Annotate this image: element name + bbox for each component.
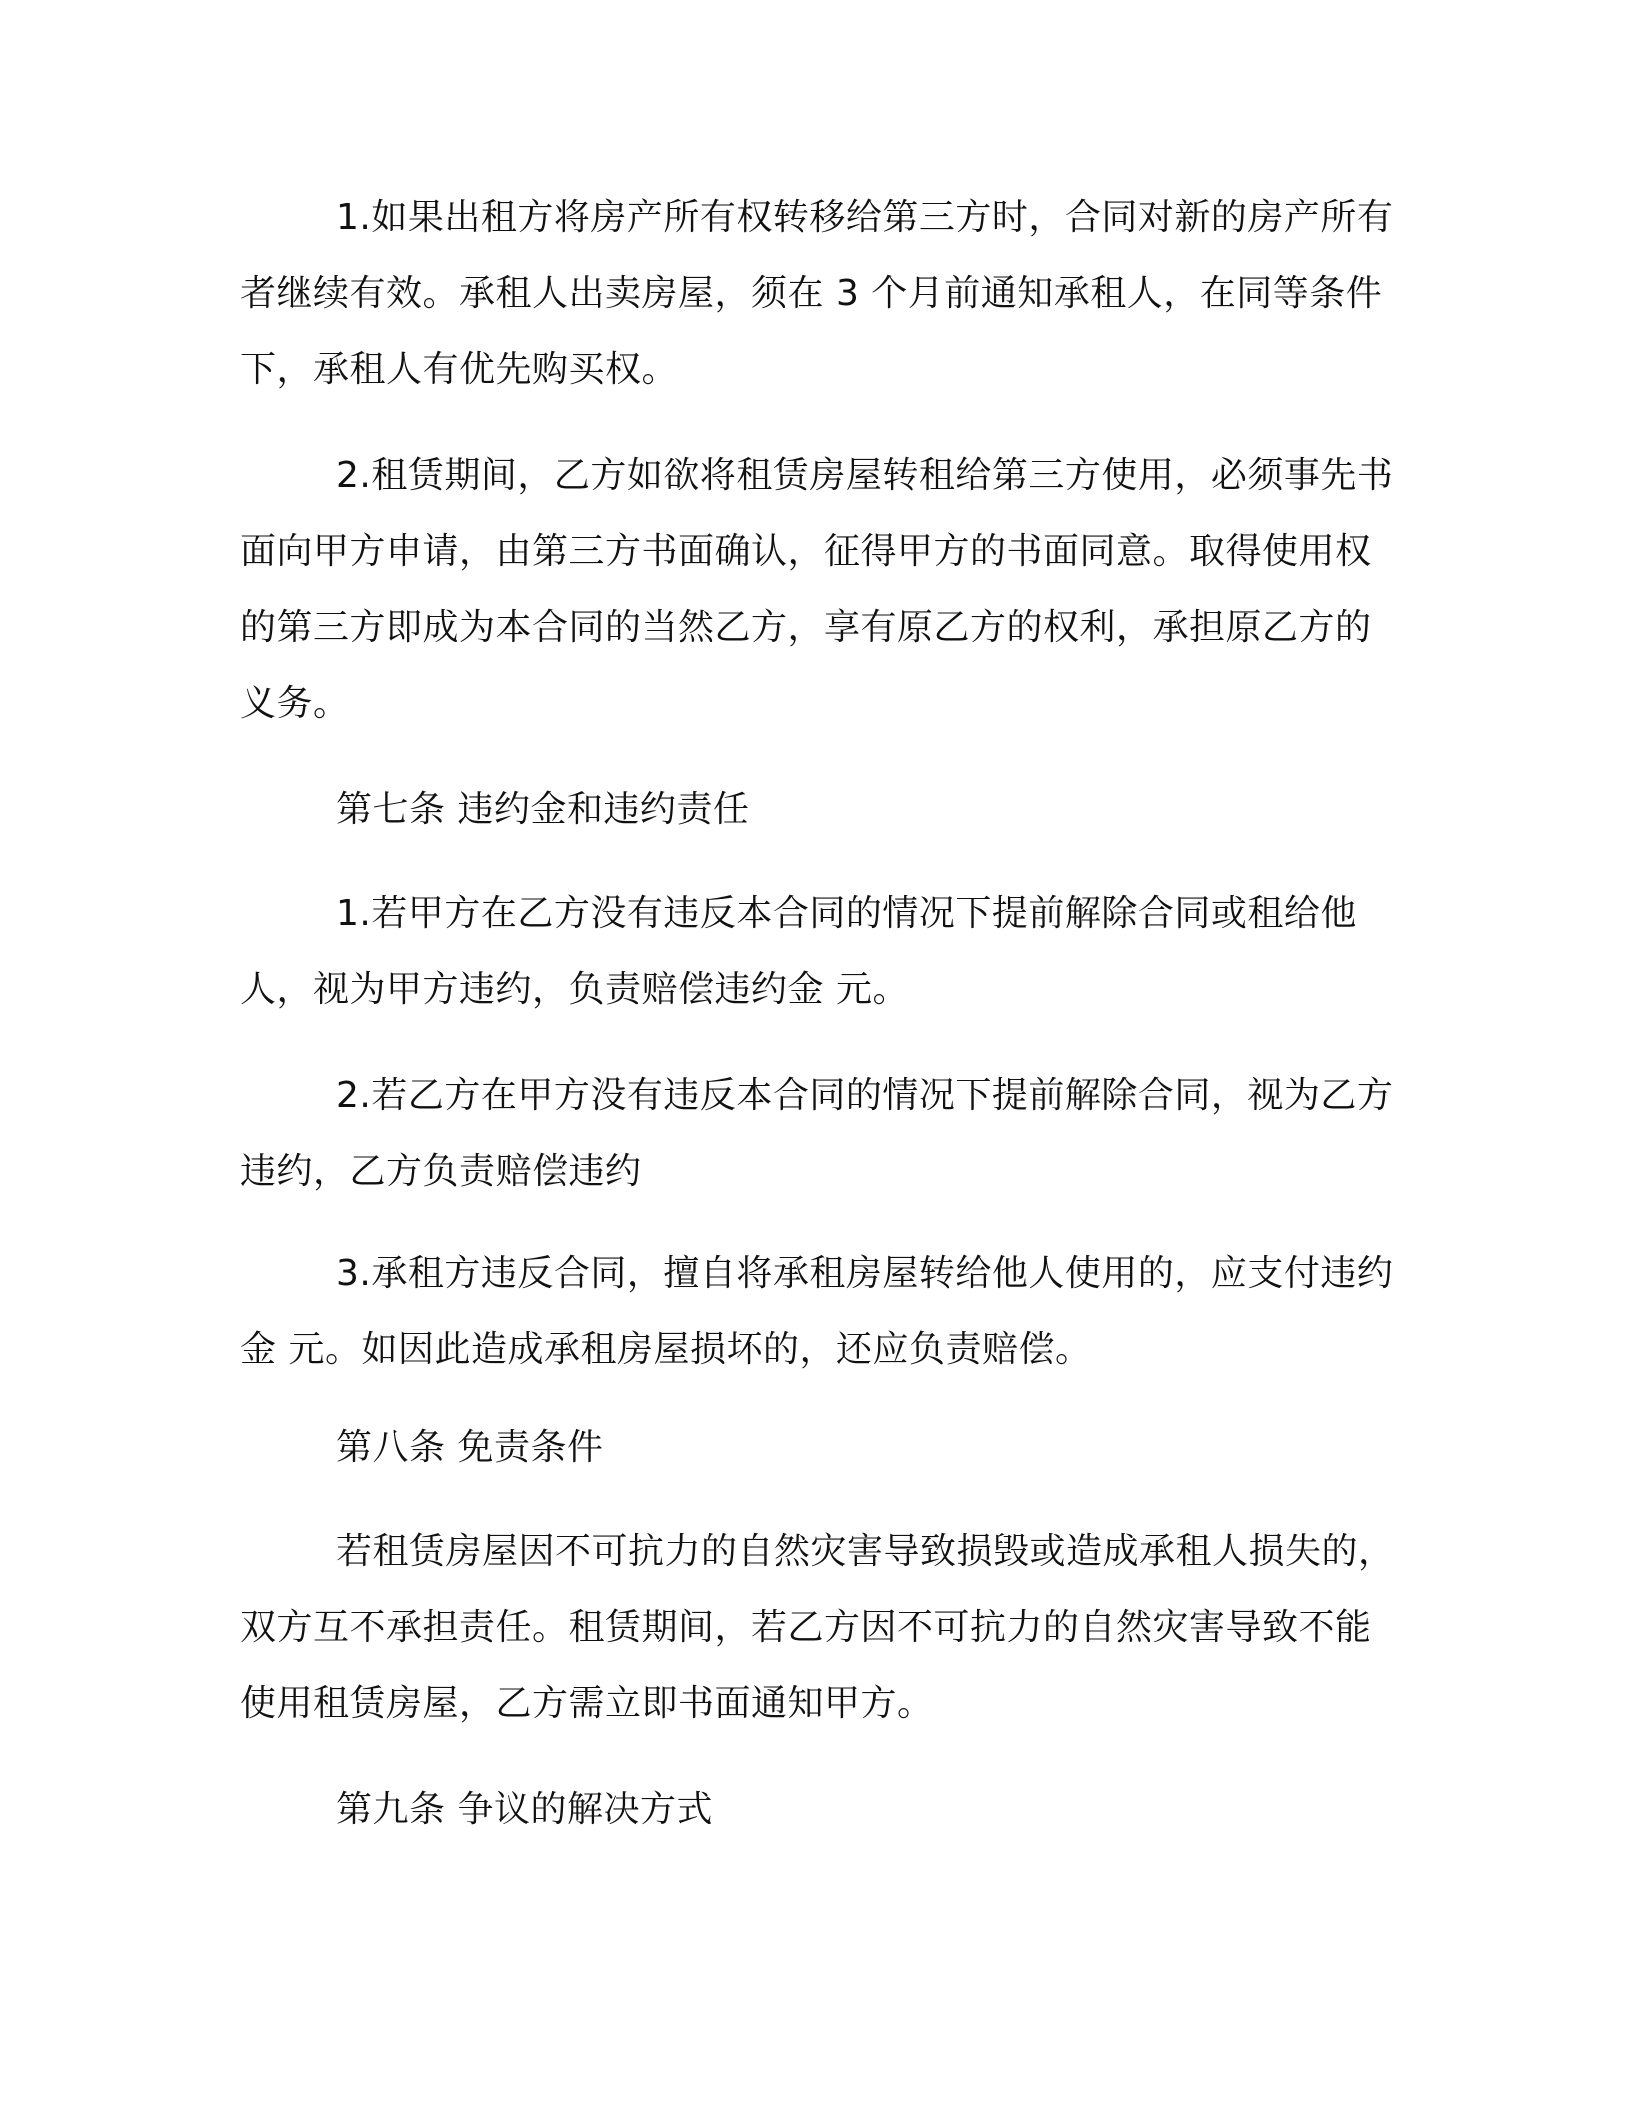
clause-lessor-breach: 1.若甲方在乙方没有违反本合同的情况下提前解除合同或租给他人，视为甲方违约，负责赔偿违约金 元。 bbox=[240, 893, 1357, 1010]
clause-transfer-ownership: 1.如果出租方将房产所有权转移给第三方时，合同对新的房产所有者继续有效。承租人出卖房屋，须在 3 个月前通知承租人，在同等条件下，承租人有优先购买权。 bbox=[240, 197, 1394, 390]
clause-unauthorized-transfer: 3.承租方违反合同，擅自将承租房屋转给他人使用的，应支付违约金 元。如因此造成承租房屋损坏的，还应负责赔偿。 bbox=[240, 1253, 1394, 1370]
section-heading-article-7: 第七条 违约金和违约责任 bbox=[336, 789, 750, 830]
clause-lessee-breach: 2.若乙方在甲方没有违反本合同的情况下提前解除合同，视为乙方违约，乙方负责赔偿违约 bbox=[240, 1075, 1394, 1192]
section-heading-article-9: 第九条 争议的解决方式 bbox=[336, 1789, 713, 1830]
section-heading-article-8: 第八条 免责条件 bbox=[336, 1427, 604, 1468]
clause-sublease: 2.租赁期间，乙方如欲将租赁房屋转租给第三方使用，必须事先书面向甲方申请，由第三方书面确认，征得甲方的书面同意。取得使用权的第三方即成为本合同的当然乙方，享有原乙方的权利，承担原乙方的义务。 bbox=[240, 455, 1394, 724]
clause-force-majeure: 若租赁房屋因不可抗力的自然灾害导致损毁或造成承租人损失的，双方互不承担责任。租赁期间，若乙方因不可抗力的自然灾害导致不能使用租赁房屋，乙方需立即书面通知甲方。 bbox=[240, 1531, 1395, 1724]
